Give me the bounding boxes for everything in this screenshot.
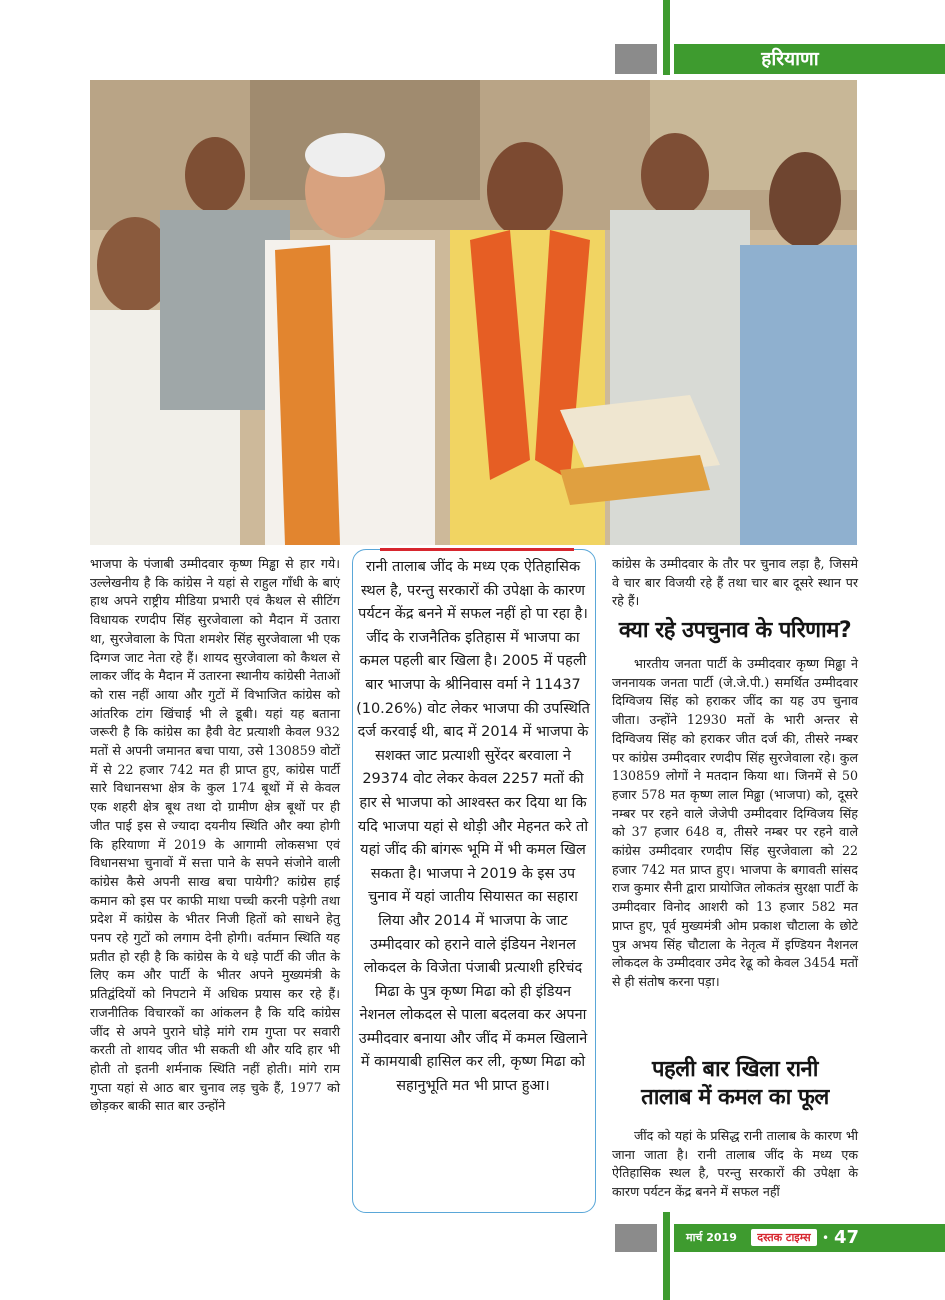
- footer-gray-block: [615, 1224, 657, 1252]
- article-column-right: [612, 555, 858, 611]
- header-green-rule: [663, 0, 670, 75]
- article-column-left: [90, 555, 340, 1116]
- magazine-logo: दस्तक टाइम्स: [751, 1229, 817, 1246]
- paragraph: जींद को यहां के प्रसिद्ध रानी तालाब के कारण भी जाना जाता है। रानी तालाब जींद के मध्य एक ऐतिहासिक स्थल है, परन्तु सरकारों की उपेक्षा के कारण पर्यटन केंद्र बनने में सफल नहीं: [612, 1128, 858, 1200]
- subheading-line-2: तालाब में कमल का फूल: [641, 1085, 829, 1110]
- pull-quote-red-rule: [380, 548, 574, 551]
- subheading-line-1: पहली बार खिला रानी: [652, 1057, 818, 1082]
- footer-bullet: •: [822, 1231, 830, 1245]
- issue-date: मार्च 2019: [686, 1231, 737, 1244]
- paragraph: कांग्रेस के उम्मीदवार के तौर पर चुनाव लड़ा है, जिसमे वे चार बार विजयी रहे हैं तथा चार बार दूसरे स्थान पर रहे हैं।: [612, 556, 858, 609]
- subheading-lotus: [612, 1056, 858, 1112]
- header-gray-block: [615, 44, 657, 74]
- news-photo: [90, 80, 857, 545]
- article-column-right-lake: [612, 1127, 858, 1202]
- subheading-results: क्या रहे उपचुनाव के परिणाम?: [618, 618, 852, 643]
- footer-green-rule: [663, 1212, 670, 1300]
- paragraph: भाजपा के पंजाबी उम्मीदवार कृष्ण मिड्ढा से हार गये। उल्लेखनीय है कि कांग्रेस ने यहां से राहुल गाँधी के बाएं हाथ अपने राष्ट्रीय मीडिया प्रभारी एवं कैथल से सीटिंग विधायक रणदीप सिंह सुरजेवाला को मैदान में उतारा था, सुरजेवाला के पिता शमशेर सिंह सुरजेवाला भी एक दिग्गज जाट नेता रहे हैं। शायद सुरजेवाला को कैथल से लाकर जींद के मैदान में उतारना स्थानीय कांग्रेसी नेताओं को रास नहीं आया और गुटों में विभाजित कांग्रेस को आंतरिक टांग खिंचाई भी ले डूबी। यहां यह बताना जरूरी है कि कांग्रेस का हैवी वेट प्रत्याशी केवल 932 मतों से अपनी जमानत बचा पाया, उसे 130859 वोटों में से 22 हजार 742 मत ही प्राप्त हुए, कांग्रेस पार्टी सारे विधानसभा क्षेत्र के कुल 174 बूथों में से केवल एक शहरी क्षेत्र बूथ तथा दो ग्रामीण क्षेत्र बूथों पर ही जीत पाई इस से ज्यादा दयनीय स्थिति और क्या होगी कि हरियाणा में 2019 के आगामी लोकसभा एवं विधानसभा चुनावों में सत्ता पाने के सपने संजोने वाली कांग्रेस कैसे अपनी साख बचा पायेगी? कांग्रेस हाई कमान को इस पर काफी माथा पच्ची करनी पड़ेगी तथा प्रदेश में कांग्रेस के भीतर निजी हितों को साधने हेतु पनप रहे गुटों को लगाम देनी होगी। वर्तमान स्थिति यह प्रतीत हो रही है कि कांग्रेस के ये धड़े पार्टी की जीत के लिए कम और पार्टी के भीतर अपने मुख्यमंत्री के प्रतिद्वंदियों को निपटाने में अधिक प्रयास कर रहे हैं। राजनीतिक विचारकों का आंकलन है कि यदि कांग्रेस जींद से अपने पुराने घोड़े मांगे राम गुप्ता पर सवारी करती तो शायद जीत भी सकती थी और यदि हार भी होती तो इतनी शर्मनाक स्थिति नहीं होती। मांगे राम गुप्ता यहां से आठ बार चुनाव लड़ चुके हैं, 1977 को छोड़कर बाकी सात बार उन्होंने: [90, 556, 340, 1114]
- paragraph: भारतीय जनता पार्टी के उम्मीदवार कृष्ण मिढ्ढा ने जननायक जनता पार्टी (जे.जे.पी.) समर्थित उम्मीदवार दिग्विजय सिंह को हराकर जींद का यह उप चुनाव जीता। उन्होंने 12930 मतों के भारी अन्तर से दिग्विजय सिंह को हराकर जीत दर्ज की, तीसरे नम्बर पर कांग्रेस उम्मीदवार रणदीप सिंह सुरजेवाला रहे। कुल 130859 लोगों ने मतदान किया था। जिनमें से 50 हजार 578 मत कृष्ण लाल मिढ्ढा (भाजपा) को, दूसरे नम्बर पर रहने वाले जेजेपी उम्मीदवार दिग्विजय सिंह को 37 हजार 648 व, तीसरे नम्बर पर रहने वाले कांग्रेस उम्मीदवार रणदीप सिंह सुरजेवाला को 22 हजार 742 मत प्राप्त हुए। भाजपा के बगावती सांसद राज कुमार सैनी द्वारा प्रायोजित लोकतंत्र सुरक्षा पार्टी के उम्मीदवार विनोद आशरी को 13 हजार 582 मत प्राप्त हुए, पूर्व मुख्यमंत्री ओम प्रकाश चौटाला के छोटे पुत्र अभय सिंह चौटाला के नेतृत्व में इण्डियन नैशनल लोकदल के उम्मीदवार उमेद रेढू को केवल 3454 मतों से ही संतोष करना पड़ा।: [612, 656, 858, 989]
- pull-quote-text: रानी तालाब जींद के मध्य एक ऐतिहासिक स्थल है, परन्तु सरकारों की उपेक्षा के कारण पर्यटन केंद्र बनने में सफल नहीं हो पा रहा है। जींद के राजनैतिक इतिहास में भाजपा का कमल पहली बार खिला है। 2005 में पहली बार भाजपा के श्रीनिवास वर्मा ने 11437 (10.26%) वोट लेकर भाजपा की उपस्थिति दर्ज करवाई थी, बाद में 2014 में भाजपा के सशक्त जाट प्रत्याशी सुरेंदर बरवाला ने 29374 वोट लेकर केवल 2257 मतों की हार से भाजपा को आश्वस्त कर दिया था कि यदि भाजपा यहां से थोड़ी और मेहनत करे तो यहां जींद की बांगरू भूमि में भी कमल खिल सकता है। भाजपा ने 2019 के इस उप चुनाव में यहां जातीय सियासत का सहारा लिया और 2014 में भाजपा के जाट उम्मीदवार को हराने वाले इंडियन नेशनल लोकदल के विजेता पंजाबी प्रत्याशी हरिचंद मिढा के पुत्र कृष्ण मिढा को ही इंडियन नेशनल लोकदल से पाला बदलवा कर अपना उम्मीदवार बनाया और जींद में कमल खिलाने में कामयाबी हासिल कर ली, कृष्ण मिढा को सहानुभूति मत भी प्राप्त हुआ।: [356, 559, 590, 1095]
- article-column-right-results: [612, 655, 858, 992]
- photo-illustration: [90, 80, 857, 545]
- section-title: हरियाणा: [761, 48, 819, 70]
- page-number: 47: [834, 1227, 860, 1248]
